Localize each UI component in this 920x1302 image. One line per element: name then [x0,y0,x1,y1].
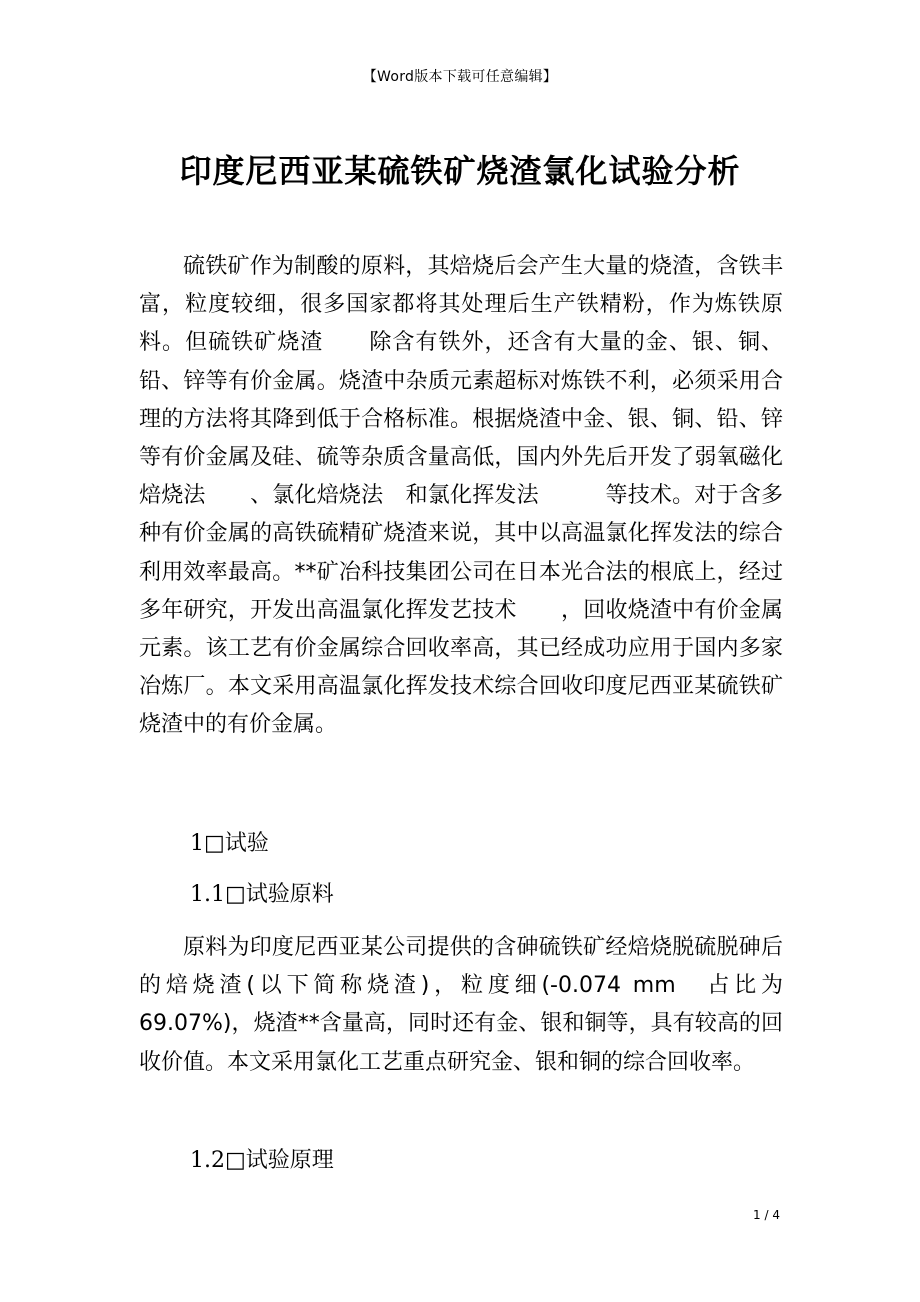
document-title: 印度尼西亚某硫铁矿烧渣氯化试验分析 [179,152,741,191]
section-heading-principle: 1.2□试验原理 [190,1148,334,1173]
paragraph-intro: 硫铁矿作为制酸的原料，其焙烧后会产生大量的烧渣，含铁丰富，粒度较细，很多国家都将其处理后生产铁精粉，作为炼铁原料。但硫铁矿烧渣 除含有铁外，还含有大量的金、银、铜、铅、锌等有价金属。烧渣中杂质元素超标对炼铁不利，必须采用合理的方法将其降到低于合格标准。根据烧渣中金、银、铜、铅、锌等有价金属及硅、硫等杂质含量高低，国内外先后开发了弱氧磁化焙烧法 、氯化焙烧法 和氯化挥发法 等技术。对于含多种有价金属的高铁硫精矿烧渣来说，其中以高温氯化挥发法的综合利用效率最高。**矿冶科技集团公司在日本光合法的根底上，经过多年研究，开发出高温氯化挥发艺技术 ，回收烧渣中有价金属元素。该工艺有价金属综合回收率高，其已经成功应用于国内多家冶炼厂。本文采用高温氯化挥发技术综合回收印度尼西亚某硫铁矿烧渣中的有价金属。 [139,254,783,738]
section-heading-raw-materials: 1.1□试验原料 [190,882,334,907]
page-number: 1 / 4 [753,1208,780,1222]
header-note: 【Word版本下载可任意编辑】 [362,69,558,85]
section-heading-experiment: 1□试验 [190,831,269,856]
paragraph-raw-materials: 原料为印度尼西亚某公司提供的含砷硫铁矿经焙烧脱硫脱砷后的焙烧渣(以下简称烧渣)，粒度细(-0.074 mm 占比为 69.07%)，烧渣**含量高，同时还有金、银和铜等，具有较高的回收价值。本文采用氯化工艺重点研究金、银和铜的综合回收率。 [139,935,828,1075]
